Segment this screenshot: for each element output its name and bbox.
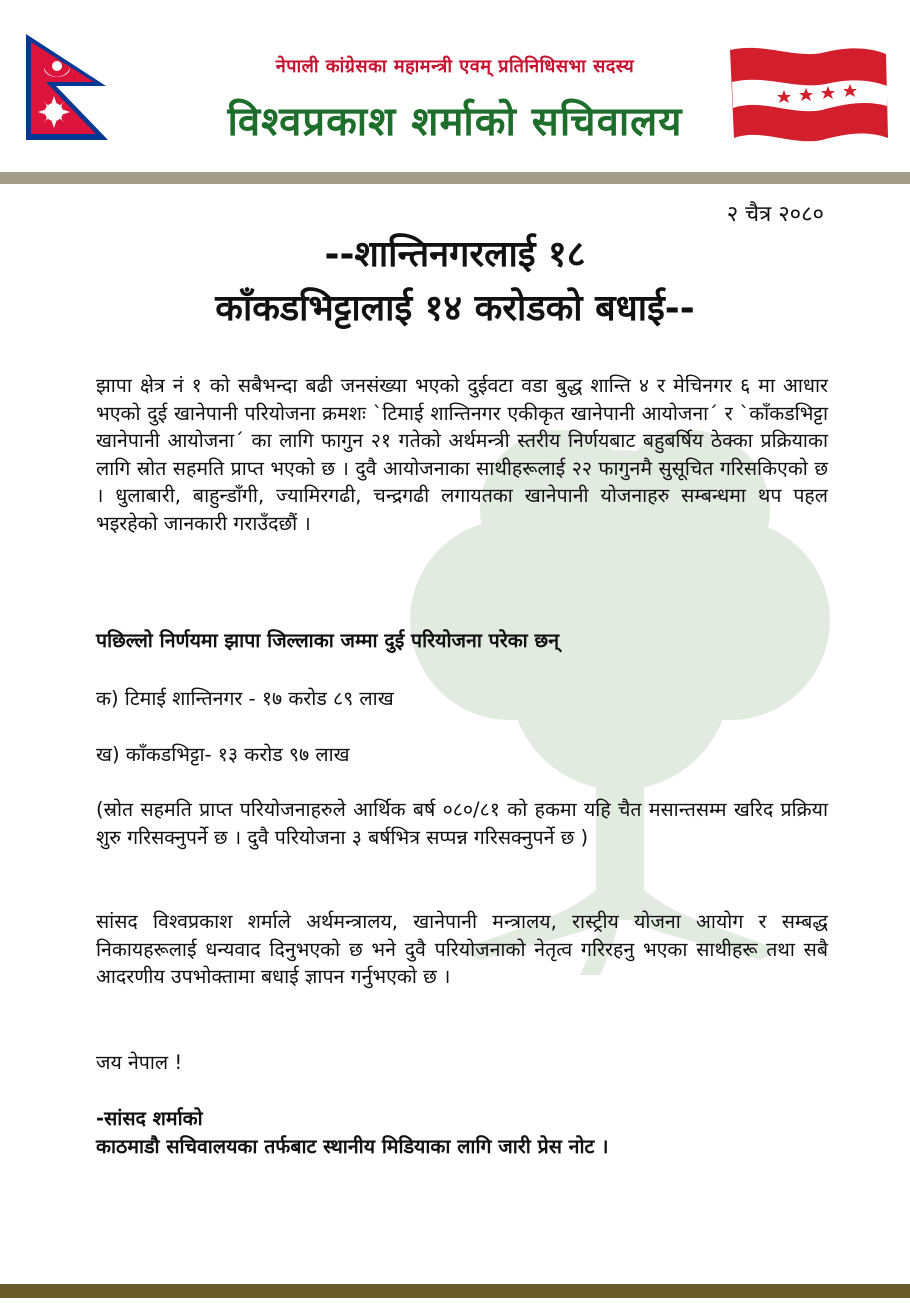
party-flag-icon [726,42,890,146]
signature-line-2: काठमाडौ सचिवालयका तर्फबाट स्थानीय मिडियाका लागि जारी प्रेस नोट । [96,1135,609,1158]
projects-heading: पछिल्लो निर्णयमा झापा जिल्लाका जम्मा दुई परियोजना परेका छन् [96,629,560,652]
signature-line-1: -सांसद शर्माको [96,1107,203,1130]
thanks-paragraph: सांसद विश्वप्रकाश शर्माले अर्थमन्त्रालय, खानेपानी मन्त्रालय, रास्ट्रीय योजना आयोग र सम्बद्ध निकायहरूलाई धन्यवाद दिनुभएको छ भने दुवै परियोजनाको नेतृत्व गरिरहनु भएका साथीहरू तथा सबै आदरणीय उपभोक्तामा बधाई ज्ञापन गर्नुभएको छ । [96,910,828,988]
letterhead-subtitle: नेपाली कांग्रेसका महामन्त्री एवम् प्रतिनिधिसभा सदस्य [275,56,635,77]
document-date: २ चैत्र २०८० [726,202,824,227]
letterhead [0,0,910,172]
headline-line-2: काँकडभिट्टालाई १४ करोडको बधाई-- [215,288,695,329]
intro-paragraph: झापा क्षेत्र नं १ को सबैभन्दा बढी जनसंख्या भएको दुईवटा वडा बुद्ध शान्ति ४ र मेचिनगर ६ मा आधार भएको दुई खानेपानी परियोजना क्रमशः `टिमाई शान्तिनगर एकीकृत खानेपानी आयोजना´ र `काँकडभिट्टा खानेपानी आयोजना´ का लागि फागुन २१ गतेको अर्थमन्त्री स्तरीय निर्णयबाट बहुबर्षिय ठेक्का प्रक्रियाका लागि स्रोत सहमति प्राप्त भएको छ । दुवै आयोजनाका साथीहरूलाई २२ फागुनमै सुसूचित गरिसकिएको छ । धुलाबारी, बाहुन्डाँगी, ज्यामिरगढी, चन्द्रगढी लगायतका खानेपानी योजनाहरु सम्बन्धमा थप पहल भइरहेको जानकारी गराउँदछौं । [96,374,828,535]
note-paragraph: (स्रोत सहमति प्राप्त परियोजनाहरुले आर्थिक बर्ष ०८०/८१ को हकमा यहि चैत मसान्तसम्म खरिद प्रक्रिया शुरु गरिसक्नुपर्ने छ । दुवै परियोजना ३ बर्षभित्र सप्पन्न गरिसक्नुपर्ने छ ) [96,798,828,849]
headline-line-1: --शान्तिनगरलाई १८ [324,234,586,275]
project-item-2: ख) काँकडभिट्टा- १३ करोड ९७ लाख [96,743,350,766]
project-item-1: क) टिमाई शान्तिनगर - १७ करोड ८९ लाख [96,687,394,710]
footer-divider [0,1284,910,1298]
closing-salutation: जय नेपाल ! [96,1051,183,1074]
header-divider [0,172,910,184]
office-title: विश्वप्रकाश शर्माको सचिवालय [227,99,683,145]
